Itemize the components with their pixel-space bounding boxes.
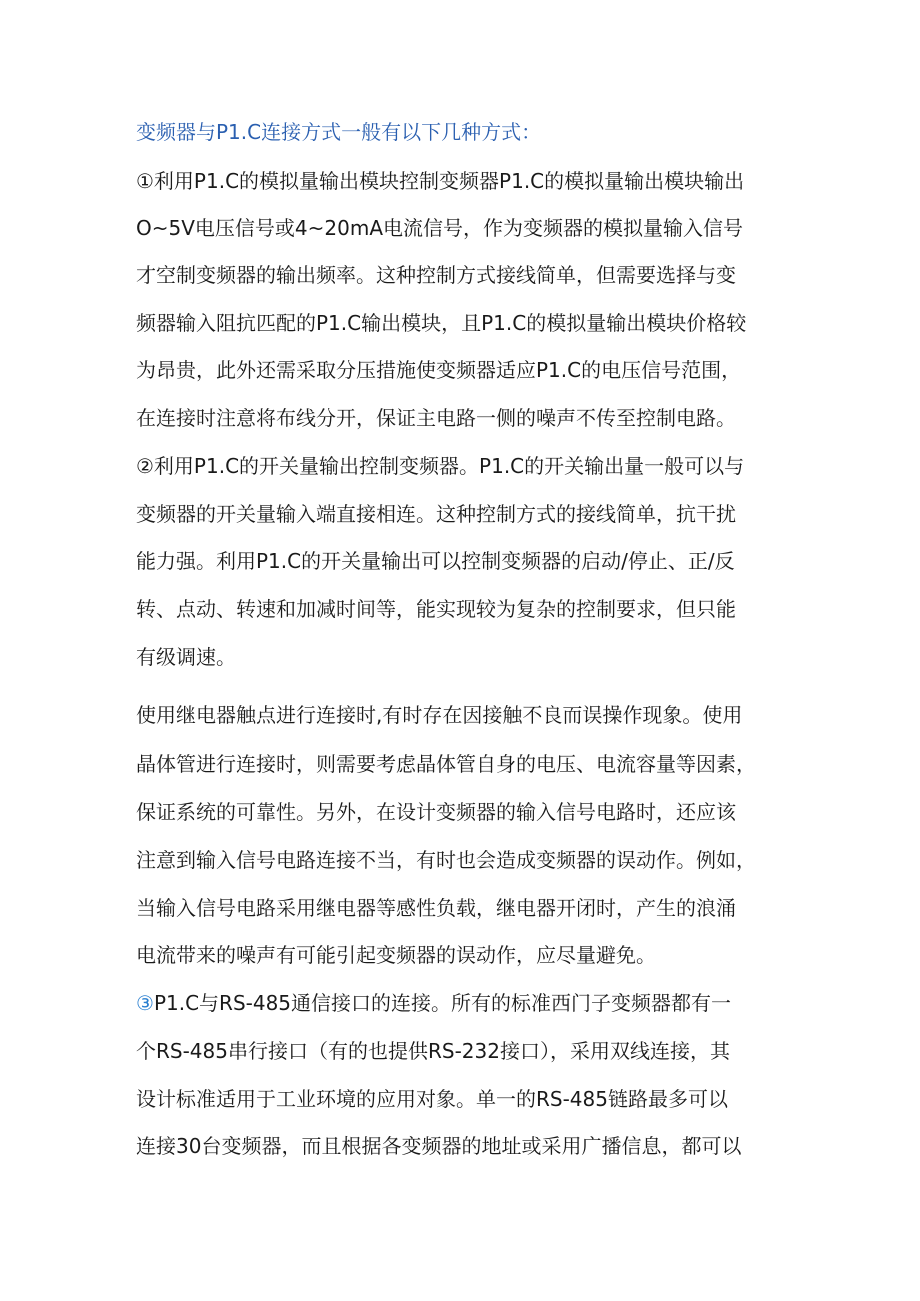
- paragraph-line: O~5V电压信号或4~20mA电流信号，作为变频器的模拟量输入信号: [136, 216, 744, 240]
- paragraph-line: ②利用P1.C的开关量输出控制变频器。P1.C的开关输出量一般可以与: [136, 454, 745, 478]
- paragraph-line: 电流带来的噪声有可能引起变频器的误动作，应尽量避免。: [136, 943, 656, 967]
- paragraph-line: 注意到输入信号电路连接不当，有时也会造成变频器的误动作。例如，: [136, 848, 756, 872]
- paragraph-line: 保证系统的可靠性。另外，在设计变频器的输入信号电路时，还应该: [136, 800, 736, 824]
- paragraph-line: [136, 988, 796, 1018]
- paragraph-line: 设计标准适用于工业环境的应用对象。单一的RS-485链路最多可以: [136, 1087, 728, 1111]
- paragraph-line: 连接30台变频器，而且根据各变频器的地址或采用广播信息，都可以: [136, 1134, 742, 1158]
- paragraph-line: 个RS-485串行接口（有的也提供RS-232接口），采用双线连接，其: [136, 1039, 730, 1063]
- document-heading: 变频器与P1.C连接方式一般有以下几种方式：: [136, 120, 542, 144]
- paragraph-line: 在连接时注意将布线分开，保证主电路一侧的噪声不传至控制电路。: [136, 406, 736, 430]
- paragraph-line: ①利用P1.C的模拟量输出模块控制变频器P1.C的模拟量输出模块输出: [136, 169, 745, 193]
- paragraph-line: 频器输入阻抗匹配的P1.C输出模块，且P1.C的模拟量输出模块价格较: [136, 311, 747, 335]
- paragraph-line: 有级调速。: [136, 645, 236, 669]
- paragraph-line-text: P1.C与RS-485通信接口的连接。所有的标准西门子变频器都有一: [153, 991, 732, 1015]
- paragraph-line: 晶体管进行连接时，则需要考虑晶体管自身的电压、电流容量等因素，: [136, 752, 756, 776]
- paragraph-line: 使用继电器触点进行连接时,有时存在因接触不良而误操作现象。使用: [136, 703, 743, 727]
- circled-number-marker: ③: [136, 991, 154, 1015]
- paragraph-line: 转、点动、转速和加减时间等，能实现较为复杂的控制要求，但只能: [136, 597, 736, 621]
- paragraph-line: 才空制变频器的输出频率。这种控制方式接线简单，但需要选择与变: [136, 263, 736, 287]
- paragraph-line: 能力强。利用P1.C的开关量输出可以控制变频器的启动/停止、正/反: [136, 549, 735, 573]
- paragraph-line: 变频器的开关量输入端直接相连。这种控制方式的接线简单，抗干扰: [136, 502, 736, 526]
- paragraph-line: 为昂贵，此外还需采取分压措施使变频器适应P1.C的电压信号范围，: [136, 358, 742, 382]
- paragraph-line: 当输入信号电路采用继电器等感性负载，继电器开闭时，产生的浪涌: [136, 896, 736, 920]
